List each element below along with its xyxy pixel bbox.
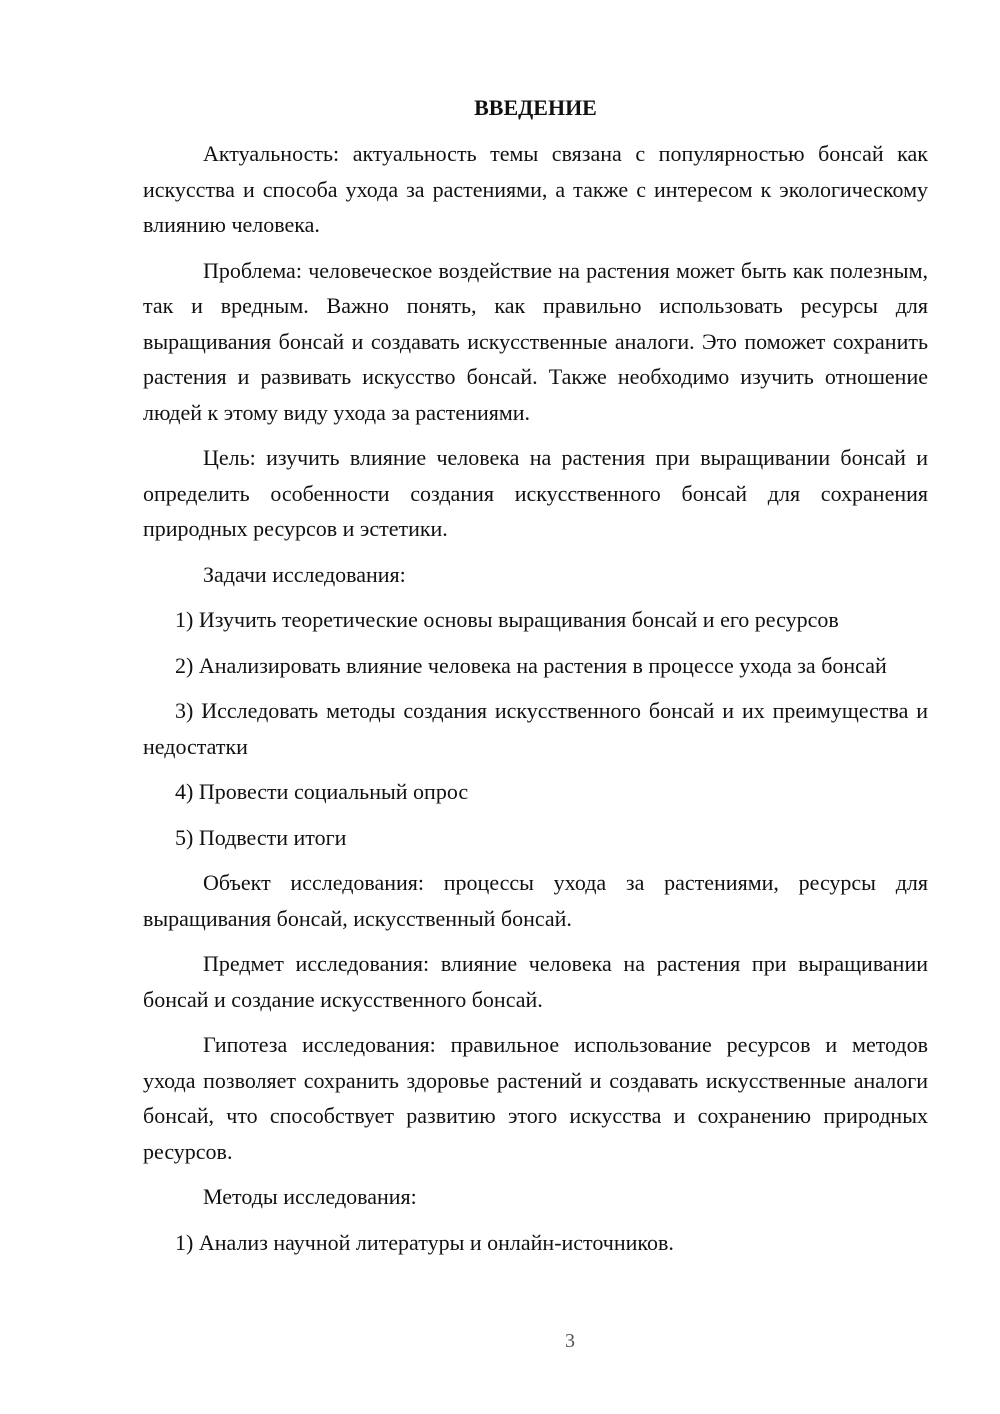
task-item-4: 4) Провести социальный опрос — [175, 779, 469, 804]
object-paragraph: Объект исследования: процессы ухода за растениями, ресурсы для выращивания бонсай, искусственный бонсай. — [143, 870, 928, 931]
document-page — [143, 90, 928, 1260]
hypothesis-paragraph: Гипотеза исследования: правильное использование ресурсов и методов ухода позволяет сохранить здоровье растений и создавать искусственные аналоги бонсай, что способствует развитию этого искусства и сохранению природных ресурсов. — [143, 1032, 928, 1164]
goal-paragraph: Цель: изучить влияние человека на растения при выращивании бонсай и определить особенности создания искусственного бонсай для сохранения природных ресурсов и эстетики. — [143, 445, 928, 541]
tasks-title: Задачи исследования: — [203, 561, 406, 587]
methods-title: Методы исследования: — [203, 1184, 417, 1209]
subject-paragraph: Предмет исследования: влияние человека на растения при выращивании бонсай и создание искусственного бонсай. — [143, 951, 928, 1012]
method-item-1: 1) Анализ научной литературы и онлайн-источников. — [175, 1229, 674, 1255]
task-item-1: 1) Изучить теоретические основы выращивания бонсай и его ресурсов — [175, 607, 839, 632]
problem-paragraph: Проблема: человеческое воздействие на растения может быть как полезным, так и вредным. Важно понять, как правильно использовать ресурсы для выращивания бонсай и создавать искусственные аналоги. Это поможет сохранить растения и развивать искусство бонсай. Также необходимо изучить отношение людей к этому виду ухода за растениями. — [143, 257, 928, 425]
task-item-2: 2) Анализировать влияние человека на растения в процессе ухода за бонсай — [175, 652, 887, 678]
task-item-5: 5) Подвести итоги — [175, 824, 347, 850]
page-number: 3 — [565, 1330, 575, 1352]
page-heading: ВВЕДЕНИЕ — [474, 95, 597, 120]
relevance-paragraph: Актуальность: актуальность темы связана с популярностью бонсай как искусства и способа ухода за растениями, а также с интересом к экологическому влиянию человека. — [143, 141, 928, 237]
task-item-3: 3) Исследовать методы создания искусственного бонсай и их преимущества и недостатки — [143, 698, 928, 759]
